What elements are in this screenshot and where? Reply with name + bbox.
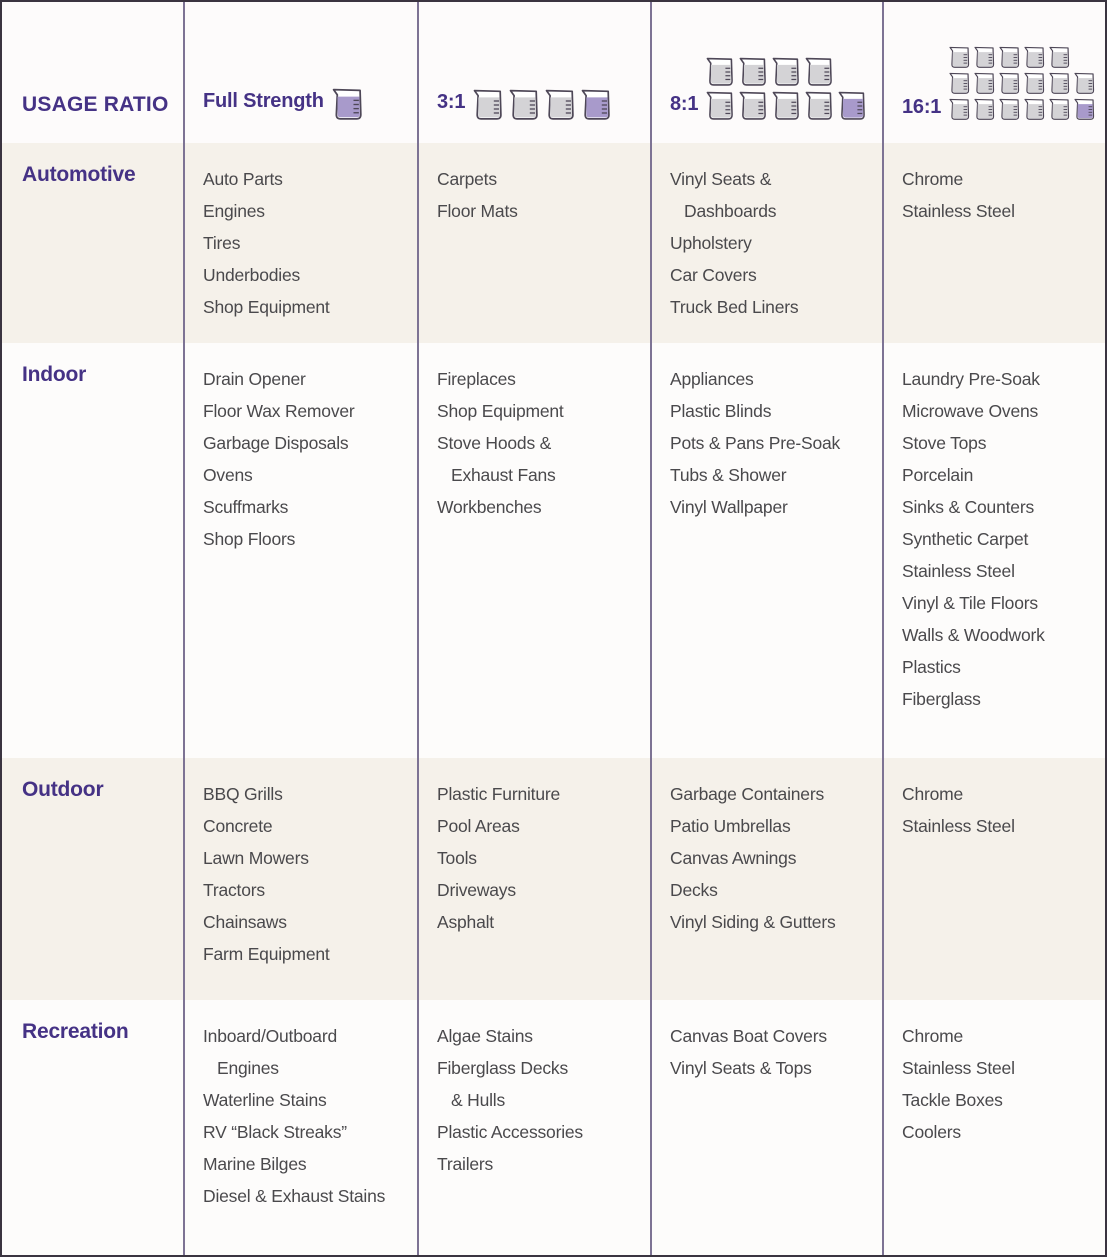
beaker-gray-icon [473, 89, 503, 121]
usage-item: Tubs & Shower [670, 465, 787, 485]
usage-item: Carpets [437, 169, 497, 189]
usage-item: Microwave Ovens [902, 401, 1039, 421]
table-cell [183, 1000, 417, 1255]
usage-item: Vinyl Siding & Gutters [670, 912, 836, 932]
beaker-row [332, 88, 363, 121]
table-cell [650, 143, 882, 343]
ratio-label-full: Full Strength [203, 90, 324, 112]
usage-item: Appliances [670, 369, 754, 389]
beaker-row [473, 89, 611, 121]
beaker-rows [949, 46, 1095, 121]
usage-item: Plastic Furniture [437, 784, 561, 804]
beaker-gray-icon [706, 57, 734, 87]
beaker-gray-icon [1024, 72, 1045, 95]
beaker-gray-icon [509, 89, 539, 121]
usage-item: Decks [670, 880, 718, 900]
row-label-cell-outdoor [2, 758, 183, 1000]
header-cell-full [183, 2, 417, 143]
usage-item: Vinyl Seats & Tops [670, 1058, 812, 1078]
row-label: Outdoor [22, 778, 104, 801]
usage-item: Fiberglass Decks [437, 1058, 569, 1078]
ratio-label-16: 16:1 [902, 96, 942, 118]
beaker-gray-icon [772, 57, 800, 87]
row-label: Recreation [22, 1020, 129, 1043]
table-cell [417, 143, 650, 343]
beaker-gray-icon [999, 72, 1020, 95]
usage-item: Stainless Steel [902, 201, 1015, 221]
beaker-row [949, 98, 1095, 121]
usage-item: Plastic Accessories [437, 1122, 583, 1142]
usage-ratio-title: USAGE RATIO [22, 93, 169, 116]
row-label-cell-recreation [2, 1000, 183, 1255]
usage-item: Shop Floors [203, 529, 296, 549]
usage-item: Farm Equipment [203, 944, 330, 964]
table-cell [882, 758, 1105, 1000]
row-label: Automotive [22, 163, 136, 186]
beaker-row [706, 91, 866, 121]
beaker-gray-icon [974, 46, 995, 69]
usage-item: Chrome [902, 1026, 964, 1046]
usage-item: Marine Bilges [203, 1154, 307, 1174]
table-cell [417, 343, 650, 758]
usage-item: Synthetic Carpet [902, 529, 1029, 549]
usage-item: Stainless Steel [902, 1058, 1015, 1078]
table-cell [650, 1000, 882, 1255]
usage-item: Coolers [902, 1122, 961, 1142]
ratio-group [670, 57, 866, 121]
beaker-gray-icon [949, 72, 970, 95]
usage-item: Pots & Pans Pre-Soak [670, 433, 841, 453]
usage-item: Porcelain [902, 465, 974, 485]
beaker-gray-icon [1074, 72, 1095, 95]
usage-item: Laundry Pre-Soak [902, 369, 1040, 389]
beaker-gray-icon [1049, 98, 1070, 121]
table-cell [650, 343, 882, 758]
table-cell [183, 343, 417, 758]
header-cell-3 [417, 2, 650, 143]
usage-item: Drain Opener [203, 369, 306, 389]
beaker-purple-icon [838, 91, 866, 121]
usage-item: Vinyl Wallpaper [670, 497, 788, 517]
usage-item: & Hulls [437, 1090, 506, 1110]
beaker-gray-icon [739, 57, 767, 87]
beaker-gray-icon [545, 89, 575, 121]
usage-item: Patio Umbrellas [670, 816, 791, 836]
beaker-rows [706, 57, 866, 121]
usage-item: Plastic Blinds [670, 401, 772, 421]
beaker-gray-icon [999, 98, 1020, 121]
beaker-gray-icon [949, 98, 970, 121]
usage-item: Concrete [203, 816, 273, 836]
usage-item: Walls & Woodwork [902, 625, 1045, 645]
usage-item: Tools [437, 848, 477, 868]
table-cell [882, 343, 1105, 758]
usage-item: Garbage Containers [670, 784, 824, 804]
table-cell [882, 1000, 1105, 1255]
beaker-gray-icon [949, 46, 970, 69]
table-cell [183, 143, 417, 343]
beaker-gray-icon [1024, 46, 1045, 69]
usage-item: Trailers [437, 1154, 494, 1174]
usage-item: Dashboards [670, 201, 777, 221]
usage-item: Upholstery [670, 233, 752, 253]
usage-item: Chainsaws [203, 912, 287, 932]
usage-item: Vinyl & Tile Floors [902, 593, 1038, 613]
corner-cell [2, 2, 183, 143]
usage-item: Shop Equipment [203, 297, 330, 317]
beaker-rows [473, 89, 611, 121]
usage-item: Workbenches [437, 497, 542, 517]
usage-item: Diesel & Exhaust Stains [203, 1186, 386, 1206]
beaker-gray-icon [974, 98, 995, 121]
usage-item: Stainless Steel [902, 816, 1015, 836]
usage-item: Asphalt [437, 912, 494, 932]
usage-item: Tackle Boxes [902, 1090, 1003, 1110]
beaker-gray-icon [999, 46, 1020, 69]
usage-item: Tractors [203, 880, 265, 900]
usage-item: Fireplaces [437, 369, 516, 389]
usage-item: Floor Mats [437, 201, 518, 221]
header-cell-8 [650, 2, 882, 143]
usage-item: Chrome [902, 784, 964, 804]
beaker-row [706, 57, 833, 87]
usage-item: Stove Tops [902, 433, 987, 453]
table-cell [650, 758, 882, 1000]
table-cell [882, 143, 1105, 343]
usage-item: RV “Black Streaks” [203, 1122, 347, 1142]
beaker-gray-icon [706, 91, 734, 121]
usage-item: Garbage Disposals [203, 433, 349, 453]
usage-item: Underbodies [203, 265, 301, 285]
usage-item: Stove Hoods & [437, 433, 552, 453]
beaker-gray-icon [974, 72, 995, 95]
usage-item: Scuffmarks [203, 497, 289, 517]
usage-item: Canvas Awnings [670, 848, 797, 868]
usage-item: Pool Areas [437, 816, 520, 836]
usage-item: Tires [203, 233, 241, 253]
beaker-gray-icon [805, 91, 833, 121]
usage-item: Floor Wax Remover [203, 401, 355, 421]
usage-item: Inboard/Outboard [203, 1026, 337, 1046]
usage-item: Lawn Mowers [203, 848, 309, 868]
usage-item: Engines [203, 201, 265, 221]
row-label-cell-indoor [2, 343, 183, 758]
beaker-gray-icon [1049, 46, 1070, 69]
beaker-gray-icon [1049, 72, 1070, 95]
usage-item: Shop Equipment [437, 401, 564, 421]
usage-item: Canvas Boat Covers [670, 1026, 827, 1046]
beaker-gray-icon [1024, 98, 1045, 121]
beaker-purple-icon [1074, 98, 1095, 121]
ratio-group [437, 89, 611, 121]
beaker-gray-icon [739, 91, 767, 121]
usage-item: Fiberglass [902, 689, 981, 709]
usage-item: Car Covers [670, 265, 757, 285]
beaker-gray-icon [805, 57, 833, 87]
usage-item: Stainless Steel [902, 561, 1015, 581]
usage-item: Engines [203, 1058, 279, 1078]
beaker-row [949, 46, 1070, 69]
beaker-rows [332, 88, 363, 121]
table-cell [417, 758, 650, 1000]
usage-item: BBQ Grills [203, 784, 283, 804]
beaker-purple-icon [332, 88, 363, 121]
usage-item: Auto Parts [203, 169, 283, 189]
usage-item: Waterline Stains [203, 1090, 327, 1110]
ratio-label-3: 3:1 [437, 91, 466, 113]
row-label: Indoor [22, 363, 87, 386]
usage-item: Vinyl Seats & [670, 169, 772, 189]
usage-item: Driveways [437, 880, 516, 900]
beaker-row [949, 72, 1095, 95]
usage-item: Sinks & Counters [902, 497, 1034, 517]
table-cell [183, 758, 417, 1000]
ratio-group [902, 46, 1095, 121]
usage-item: Truck Bed Liners [670, 297, 799, 317]
table-cell [417, 1000, 650, 1255]
ratio-group [203, 88, 363, 121]
usage-item: Plastics [902, 657, 961, 677]
ratio-label-8: 8:1 [670, 93, 699, 115]
beaker-gray-icon [772, 91, 800, 121]
header-cell-16 [882, 2, 1105, 143]
usage-item: Ovens [203, 465, 253, 485]
usage-item: Algae Stains [437, 1026, 533, 1046]
row-label-cell-automotive [2, 143, 183, 343]
usage-item: Chrome [902, 169, 964, 189]
beaker-purple-icon [581, 89, 611, 121]
usage-item: Exhaust Fans [437, 465, 556, 485]
